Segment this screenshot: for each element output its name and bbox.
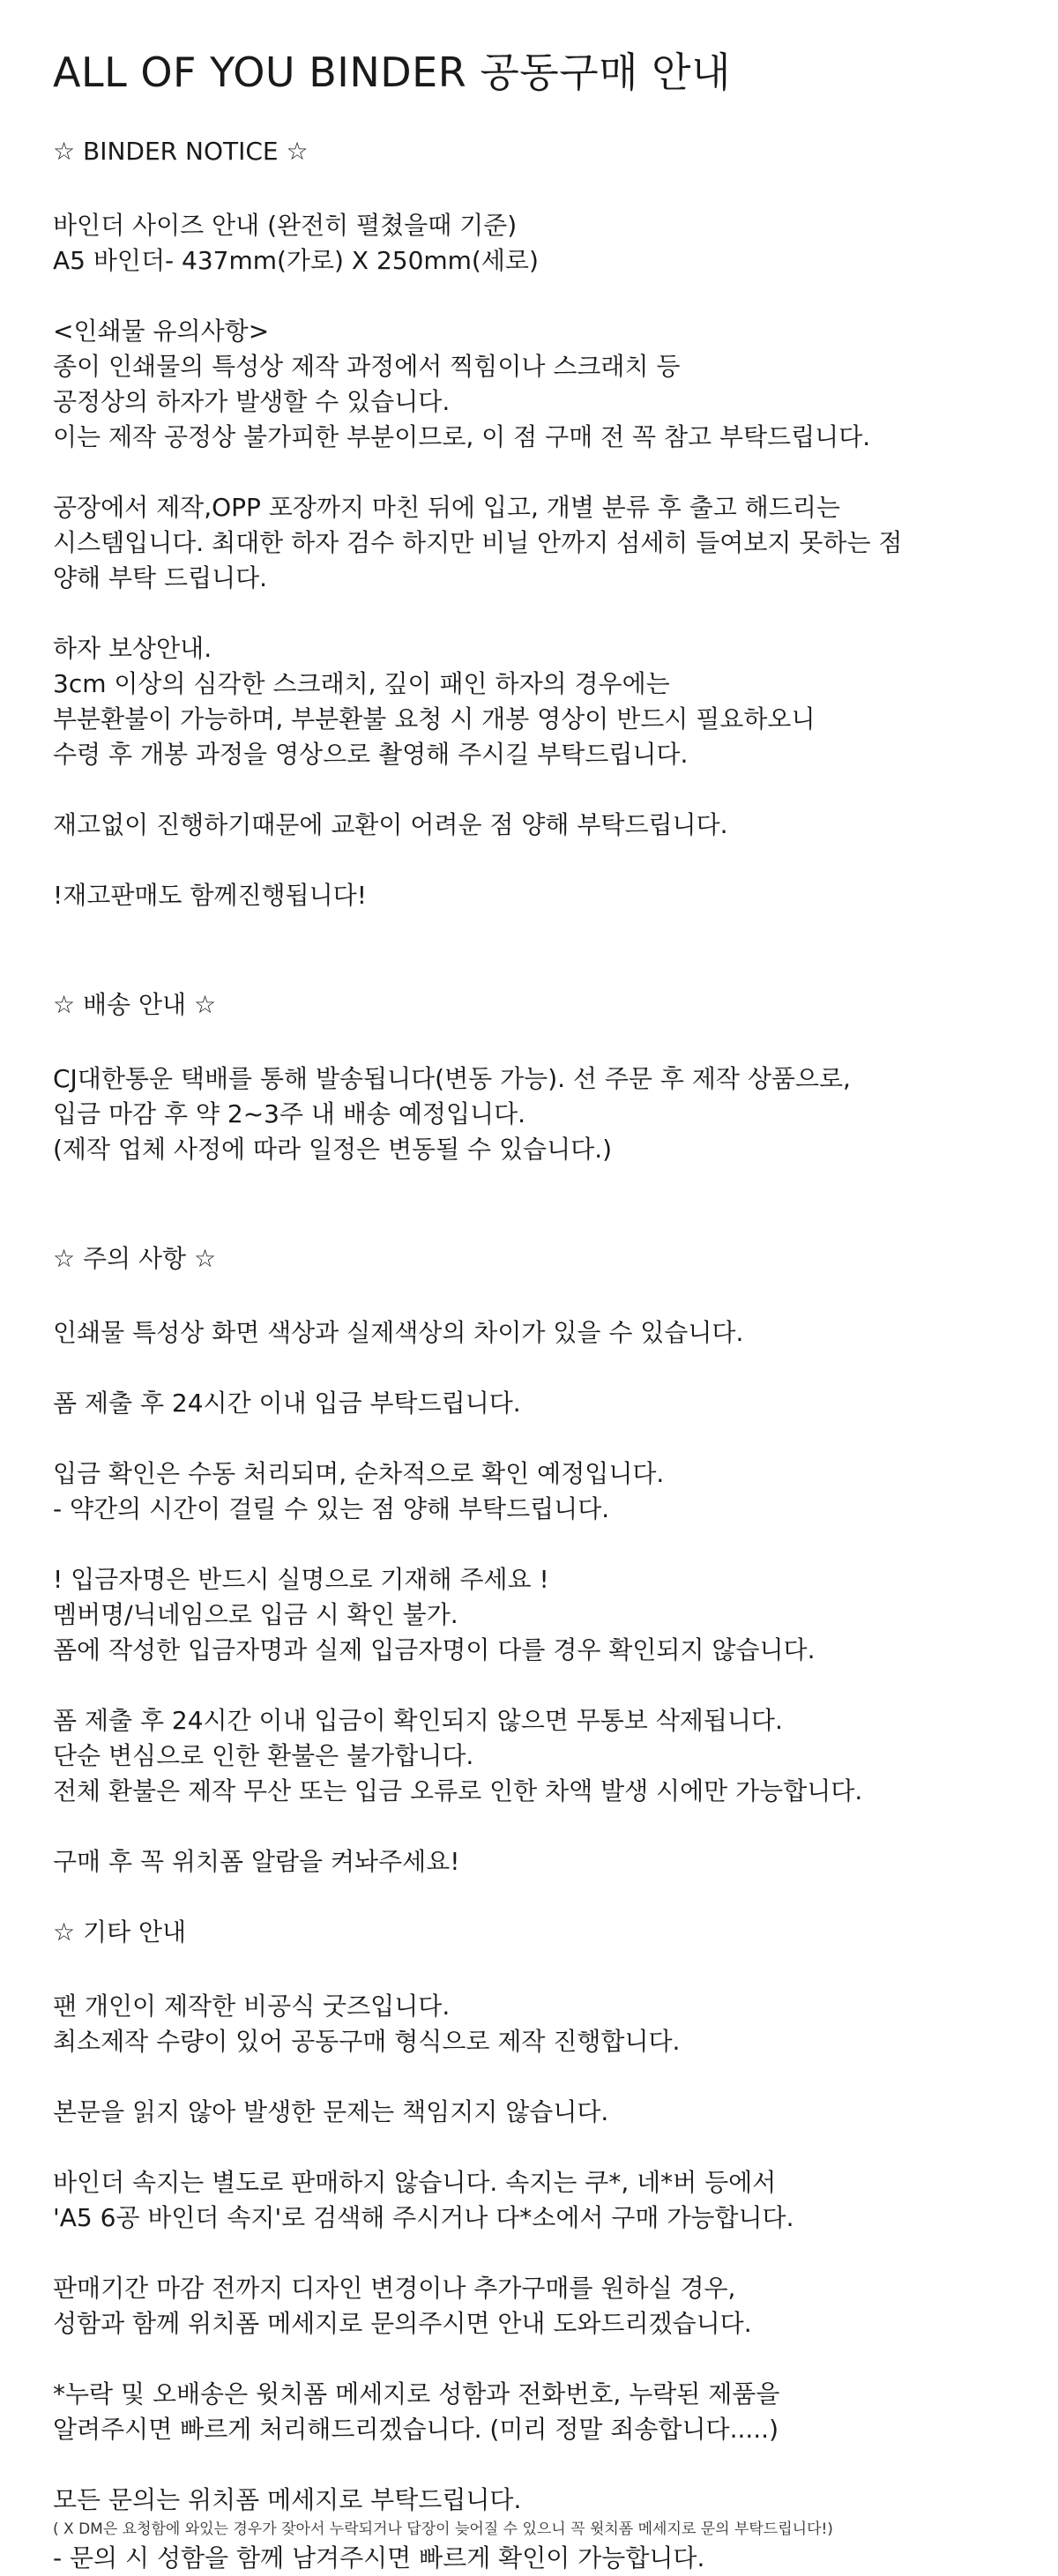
text-line: 단순 변심으로 인한 환불은 불가합니다.	[53, 1741, 474, 1770]
alarm-block	[53, 1844, 1005, 1880]
caution-heading: ☆ 주의 사항 ☆	[53, 1244, 217, 1273]
text-line: 성함과 함께 위치폼 메세지로 문의주시면 안내 도와드리겠습니다.	[53, 2309, 752, 2338]
inquiry-tip-text: - 문의 시 성함을 함께 남겨주시면 빠르게 확인이 가능합니다.	[53, 2543, 705, 2572]
text-line: 시스템입니다. 최대한 하자 검수 하지만 비닐 안까지 섬세히 들여보지 못하는 점	[53, 528, 903, 557]
text-line: 양해 부탁 드립니다.	[53, 563, 268, 592]
packaging-block	[53, 490, 1005, 596]
text-line: 이는 제작 공정상 불가피한 부분이므로, 이 점 구매 전 꼭 참고 부탁드립니다.	[53, 422, 871, 451]
responsibility-block	[53, 2095, 1005, 2130]
text-line: 전체 환불은 제작 무산 또는 입금 오류로 인한 차액 발생 시에만 가능합니다.	[53, 1776, 863, 1805]
inquiry-note-text: ( X DM은 요청함에 와있는 경우가 잦아서 누락되거나 답장이 늦어질 수 있으니 꼭 윗치폼 메세지로 문의 부탁드립니다!)	[53, 2520, 833, 2538]
real-name-block	[53, 1562, 1005, 1668]
text-line: - 약간의 시간이 걸릴 수 있는 점 양해 부탁드립니다.	[53, 1494, 610, 1523]
text-line: 인쇄물 특성상 화면 색상과 실제색상의 차이가 있을 수 있습니다.	[53, 1318, 744, 1347]
defect-compensation-block	[53, 631, 1005, 772]
refund-block	[53, 1703, 1005, 1809]
text-line: 폼 제출 후 24시간 이내 입금 부탁드립니다.	[53, 1389, 521, 1418]
deposit-deadline-block	[53, 1386, 1005, 1421]
text-line: 본문을 읽지 않아 발생한 문제는 책임지지 않습니다.	[53, 2097, 609, 2126]
stock-sale-block	[53, 878, 1005, 913]
text-line: 공정상의 하자가 발생할 수 있습니다.	[53, 387, 451, 416]
text-line: A5 바인더- 437mm(가로) X 250mm(세로)	[53, 246, 539, 275]
text-line: 입금 확인은 수동 처리되며, 순차적으로 확인 예정입니다.	[53, 1459, 665, 1488]
text-line: 종이 인쇄물의 특성상 제작 과정에서 찍힘이나 스크래치 등	[53, 352, 681, 381]
shipping-block	[53, 1061, 1005, 1167]
text-line: (제작 업체 사정에 따라 일정은 변동될 수 있습니다.)	[53, 1135, 613, 1164]
color-diff-block	[53, 1315, 1005, 1351]
print-caution-block	[53, 314, 1005, 455]
text-line: 공장에서 제작,OPP 포장까지 마친 뒤에 입고, 개별 분류 후 출고 해드리는	[53, 493, 840, 522]
no-exchange-block	[53, 808, 1005, 843]
text-line: <인쇄물 유의사항>	[53, 316, 270, 346]
text-line: 팬 개인이 제작한 비공식 굿즈입니다.	[53, 1992, 451, 2021]
text-line: !재고판매도 함께진행됩니다!	[53, 881, 367, 910]
text-line: 입금 마감 후 약 2~3주 내 배송 예정입니다.	[53, 1099, 526, 1128]
inner-sheets-block	[53, 2165, 1005, 2236]
page-title: ALL OF YOU BINDER 공동구매 안내	[53, 48, 732, 96]
text-line: 최소제작 수량이 있어 공동구매 형식으로 제작 진행합니다.	[53, 2027, 681, 2056]
binder-size-block	[53, 208, 1005, 279]
unofficial-block	[53, 1989, 1005, 2059]
design-change-block	[53, 2271, 1005, 2341]
text-line: 부분환불이 가능하며, 부분환불 요청 시 개봉 영상이 반드시 필요하오니	[53, 704, 816, 733]
text-line: 재고없이 진행하기때문에 교환이 어려운 점 양해 부탁드립니다.	[53, 810, 728, 839]
text-line: 폼에 작성한 입금자명과 실제 입금자명이 다를 경우 확인되지 않습니다.	[53, 1635, 816, 1664]
text-line: CJ대한통운 택배를 통해 발송됩니다(변동 가능). 선 주문 후 제작 상품으로,	[53, 1064, 851, 1093]
binder-notice-heading: ☆ BINDER NOTICE ☆	[53, 137, 309, 166]
text-line: 3cm 이상의 심각한 스크래치, 깊이 패인 하자의 경우에는	[53, 669, 670, 698]
etc-heading: ☆ 기타 안내	[53, 1917, 187, 1947]
text-line: 'A5 6공 바인더 속지'로 검색해 주시거나 다*소에서 구매 가능합니다.	[53, 2203, 794, 2232]
text-line: 판매기간 마감 전까지 디자인 변경이나 추가구매를 원하실 경우,	[53, 2274, 736, 2303]
text-line: 바인더 사이즈 안내 (완전히 펼쳤을때 기준)	[53, 211, 518, 240]
text-line: 알려주시면 빠르게 처리해드리겠습니다. (미리 정말 죄송합니다.....)	[53, 2415, 779, 2444]
inquiry-block	[53, 2483, 1005, 2576]
text-line: 구매 후 꼭 위치폼 알람을 켜놔주세요!	[53, 1847, 460, 1876]
text-line: 폼 제출 후 24시간 이내 입금이 확인되지 않으면 무통보 삭제됩니다.	[53, 1706, 783, 1735]
text-line: *누락 및 오배송은 윗치폼 메세지로 성함과 전화번호, 누락된 제품을	[53, 2379, 780, 2408]
deposit-check-block	[53, 1456, 1005, 1527]
inquiry-main-text: 모든 문의는 위치폼 메세지로 부탁드립니다.	[53, 2485, 522, 2514]
missing-items-block	[53, 2377, 1005, 2447]
text-line: 바인더 속지는 별도로 판매하지 않습니다. 속지는 쿠*, 네*버 등에서	[53, 2168, 777, 2197]
text-line: ! 입금자명은 반드시 실명으로 기재해 주세요 !	[53, 1565, 549, 1594]
text-line: 멤버명/닉네임으로 입금 시 확인 불가.	[53, 1600, 458, 1629]
text-line: 수령 후 개봉 과정을 영상으로 촬영해 주시길 부탁드립니다.	[53, 740, 689, 769]
shipping-heading: ☆ 배송 안내 ☆	[53, 990, 217, 1019]
text-line: 하자 보상안내.	[53, 634, 212, 663]
